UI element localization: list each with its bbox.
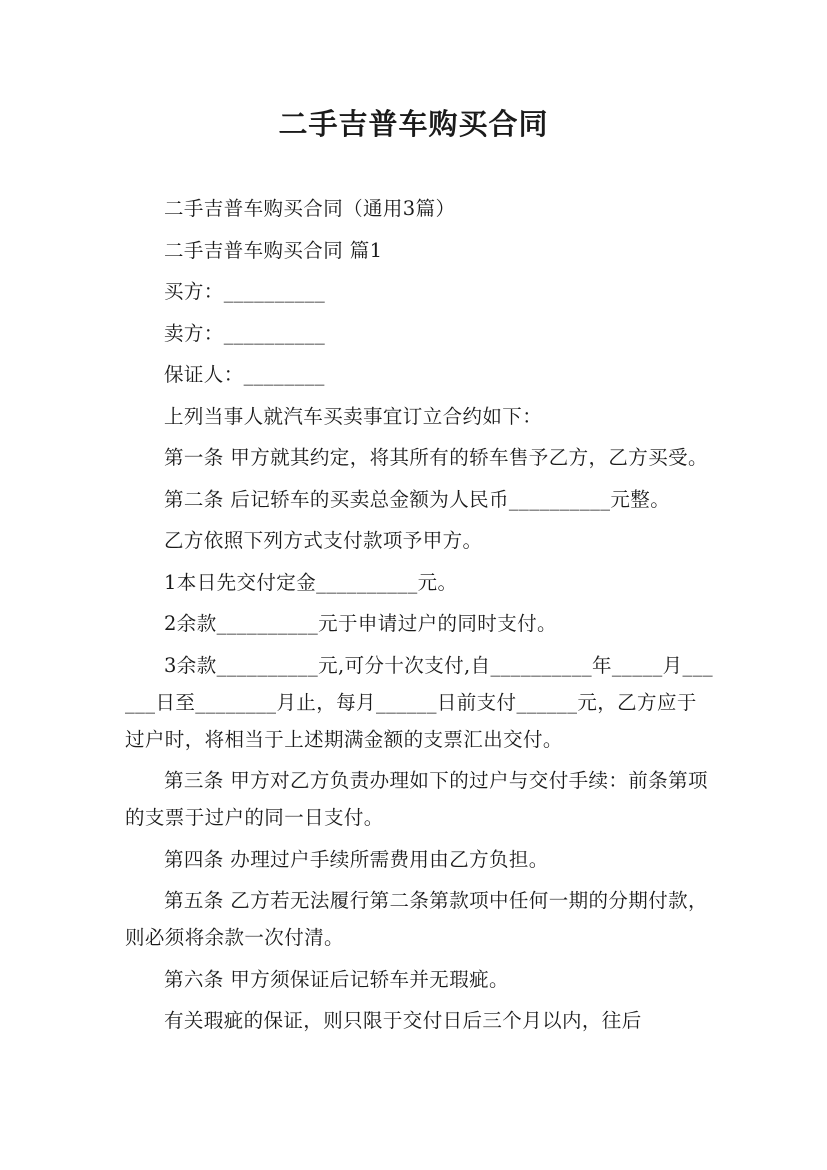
doc-paragraph: 乙方依照下列方式支付款项予甲方。 [164,529,483,552]
article-5: 第五条 乙方若无法履行第二条第款项中任何一期的分期付款，则必须将余款一次付清。 [125,889,708,949]
document-body [125,190,715,1044]
doc-paragraph: 二手吉普车购买合同 篇1 [164,238,383,262]
doc-paragraph: 上列当事人就汽车买卖事宜订立合约如下： [164,404,543,428]
buyer-line: 买方：__________ [164,280,326,303]
payment-item-1: 1本日先交付定金__________元。 [164,570,458,594]
article-6: 第六条 甲方须保证后记轿车并无瑕疵。 [164,967,509,991]
document-title: 二手吉普车购买合同 [278,107,549,141]
doc-paragraph: 有关瑕疵的保证，则只限于交付日后三个月以内，往后 [164,1009,642,1032]
guarantor-line: 保证人：________ [164,363,325,386]
article-4: 第四条 办理过户手续所需费用由乙方负担。 [164,847,549,871]
payment-item-3: 3余款__________元,可分十次支付,自__________年_____月______日至________月止，每月______日前支付______元，乙方应于过户时，将相当于上述期满金额的支票汇出交付。 [125,653,714,751]
article-3: 第三条 甲方对乙方负责办理如下的过户与交付手续：前条第项的支票于过户的同一日支付。 [125,769,708,829]
seller-line: 卖方：__________ [164,321,326,345]
payment-item-2: 2余款__________元于申请过户的同时支付。 [164,612,557,635]
doc-paragraph: 二手吉普车购买合同（通用3篇） [164,197,456,220]
article-1: 第一条 甲方就其约定，将其所有的轿车售予乙方，乙方买受。 [164,446,708,469]
article-2: 第二条 后记轿车的买卖总金额为人民币__________元整。 [164,487,671,511]
